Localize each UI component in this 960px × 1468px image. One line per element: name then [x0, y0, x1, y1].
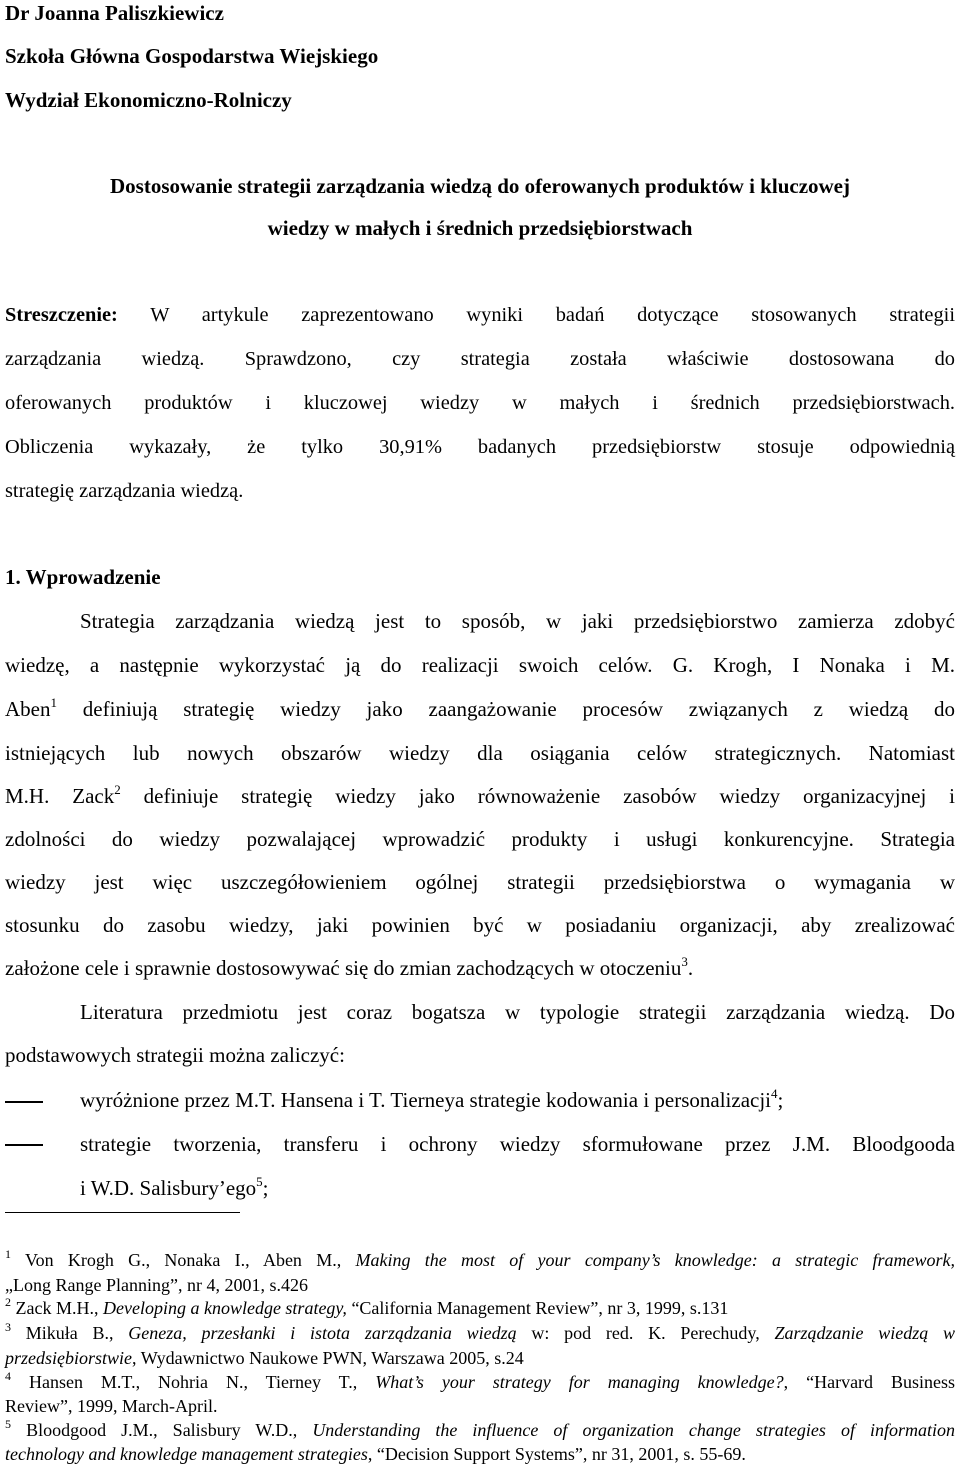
- abstract-line-5: strategię zarządzania wiedzą.: [5, 480, 244, 502]
- footnote-3-line-2: przedsiębiorstwie, Wydawnictwo Naukowe PWN, Warszawa 2005, s.24: [5, 1348, 524, 1368]
- author-faculty: Wydział Ekonomiczno-Rolniczy: [5, 88, 292, 112]
- footnote-3-line-1: $^3$ Mikuła B., Geneza, przesłanki i istota zarządzania wiedzą w: pod red. K. Perechudy, Zarządzanie wiedzą w: [5, 1320, 956, 1343]
- paper-title-line-2: wiedzy w małych i średnich przedsiębiorstwach: [267, 216, 693, 240]
- section-heading: 1. Wprowadzenie: [5, 565, 161, 589]
- list-dash-marker: [5, 1101, 43, 1103]
- list-item-1: wyróżnione przez M.T. Hansena i T. Tierneya strategie kodowania i personalizacji$^4$;: [80, 1086, 784, 1112]
- author-school: Szkoła Główna Gospodarstwa Wiejskiego: [5, 44, 379, 68]
- footnote-5-line-2: technology and knowledge management strategies, “Decision Support Systems”, nr 31, 2001, s. 55-69.: [5, 1444, 746, 1464]
- abstract-label: Streszczenie:: [5, 304, 118, 326]
- footnote-number: 1: [5, 1247, 11, 1261]
- paragraph-1-line-9: założone cele i sprawnie dostosowywać się do zmian zachodzących w otoczeniu$^3$.: [5, 954, 694, 980]
- abstract-line-2: zarządzania wiedzą. Sprawdzono, czy strategia została właściwie dostosowana do: [5, 348, 955, 370]
- paragraph-1-line-4: istniejących lub nowych obszarów wiedzy dla osiągania celów strategicznych. Natomiast: [5, 741, 955, 765]
- paragraph-1-line-7: wiedzy jest więc uszczegółowieniem ogólnej strategii przedsiębiorstwa o wymagania w: [5, 870, 955, 894]
- footnote-1-line-2: „Long Range Planning”, nr 4, 2001, s.426: [5, 1275, 308, 1295]
- footnote-separator: [5, 1212, 240, 1213]
- footnote-1-line-1: $^1$ Von Krogh G., Nonaka I., Aben M., Making the most of your company’s knowledge: a strategic framework,: [5, 1247, 956, 1270]
- abstract-text: W artykule zaprezentowano wyniki badań dotyczące stosowanych strategii: [150, 304, 955, 326]
- footnote-5-line-1: $^5$ Bloodgood J.M., Salisbury W.D., Understanding the influence of organization change strategies of information: [5, 1417, 956, 1440]
- footnote-4-line-1: $^4$ Hansen M.T., Nohria N., Tierney T., What’s your strategy for managing knowledge?, “Harvard Business: [5, 1369, 956, 1392]
- footnote-ref-2[interactable]: 2: [114, 782, 121, 797]
- footnote-ref-3[interactable]: 3: [681, 954, 688, 969]
- footnote-ref-5[interactable]: 5: [256, 1174, 263, 1189]
- paragraph-1-line-5: M.H. Zack$^2$ definiuje strategię wiedzy jako równoważenie zasobów wiedzy organizacyjnej i: [5, 782, 956, 808]
- footnote-ref-4[interactable]: 4: [771, 1086, 778, 1101]
- paragraph-2-line-1: Literatura przedmiotu jest coraz bogatsza w typologie strategii zarządzania wiedzą. Do: [80, 1000, 955, 1024]
- paragraph-1-line-6: zdolności do wiedzy pozwalającej wprowadzić produkty i usługi konkurencyjne. Strategia: [5, 827, 955, 851]
- footnote-ref-1[interactable]: 1: [50, 695, 57, 710]
- list-item-2-line-1: strategie tworzenia, transferu i ochrony wiedzy sformułowane przez J.M. Bloodgooda: [80, 1132, 955, 1156]
- footnote-4-line-2: Review”, 1999, March-April.: [5, 1396, 218, 1416]
- abstract-line-3: oferowanych produktów i kluczowej wiedzy w małych i średnich przedsiębiorstwach.: [5, 392, 955, 414]
- paragraph-1-line-8: stosunku do zasobu wiedzy, jaki powinien być w posiadaniu organizacji, aby zrealizować: [5, 913, 955, 937]
- list-item-2-line-2: i W.D. Salisbury’ego$^5$;: [80, 1174, 269, 1200]
- abstract-line-1: [5, 305, 955, 325]
- author-name: Dr Joanna Paliszkiewicz: [5, 1, 224, 25]
- paragraph-1-line-1: Strategia zarządzania wiedzą jest to sposób, w jaki przedsiębiorstwo zamierza zdobyć: [80, 609, 955, 633]
- abstract-line-4: Obliczenia wykazały, że tylko 30,91% badanych przedsiębiorstw stosuje odpowiednią: [5, 436, 955, 458]
- paragraph-1-line-3: Aben$^1$ definiują strategię wiedzy jako zaangażowanie procesów związanych z wiedzą do: [5, 695, 956, 721]
- footnote-number: 3: [5, 1320, 11, 1334]
- footnote-number: 2: [5, 1295, 11, 1309]
- footnote-2: $^2$ Zack M.H., Developing a knowledge strategy, “California Management Review”, nr 3, 1999, s.131: [5, 1295, 729, 1318]
- footnote-number: 4: [5, 1369, 11, 1383]
- list-dash-marker: [5, 1144, 43, 1146]
- paragraph-1-line-2: wiedzę, a następnie wykorzystać ją do realizacji swoich celów. G. Krogh, I Nonaka i M.: [5, 653, 955, 677]
- paragraph-2-line-2: podstawowych strategii można zaliczyć:: [5, 1043, 345, 1067]
- paper-title-line-1: Dostosowanie strategii zarządzania wiedzą do oferowanych produktów i kluczowej: [109, 174, 850, 198]
- footnote-number: 5: [5, 1417, 11, 1431]
